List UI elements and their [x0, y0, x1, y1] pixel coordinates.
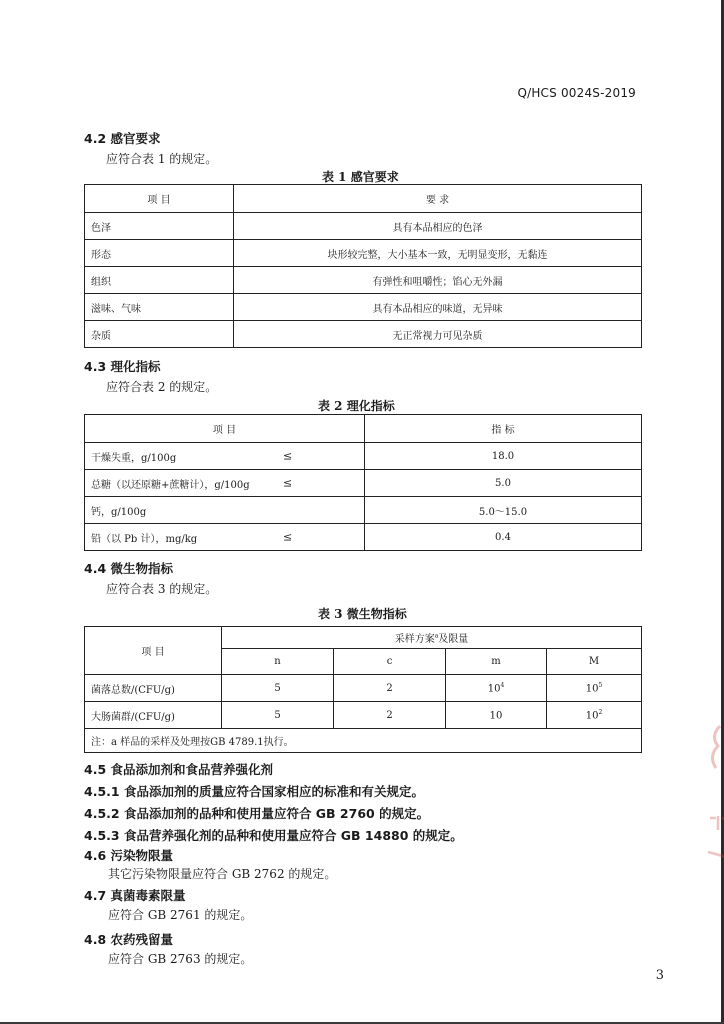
plan-label: 采样方案	[394, 634, 435, 645]
table-row: 杂质	[85, 321, 234, 348]
table-1	[84, 184, 642, 348]
table-row: 形态	[85, 240, 234, 267]
section-4-6-text: 其它污染物限量应符合 GB 2762 的规定。	[108, 867, 337, 881]
table-row	[85, 524, 365, 551]
table-3-header-item: 项 目	[85, 627, 222, 675]
table-2-header-value: 指 标	[365, 415, 642, 443]
table-row: 色泽	[85, 213, 234, 240]
value: 10	[585, 683, 599, 695]
plan-footnote-mark: a	[434, 632, 439, 640]
table-row: 组织	[85, 267, 234, 294]
item-label: 钙，g/100g	[91, 506, 147, 518]
table-row: 滋味、气味	[85, 294, 234, 321]
table-row	[85, 497, 365, 524]
seal-stamp-fragment-lower	[704, 808, 724, 864]
section-4-2-text: 应符合表 1 的规定。	[106, 152, 218, 166]
le-sign: ≤	[283, 449, 293, 463]
table-3-header-plan	[222, 627, 642, 649]
value: 10	[487, 683, 501, 695]
table-cell	[446, 702, 547, 729]
section-4-7-heading: 4.7 真菌毒素限量	[84, 888, 186, 903]
item-label: 总糖（以还原糖+蔗糖计），g/100g	[91, 479, 250, 491]
item-label: 铅（以 Pb 计），mg/kg	[91, 533, 198, 545]
section-4-5-3: 4.5.3 食品营养强化剂的品种和使用量应符合 GB 14880 的规定。	[84, 828, 463, 843]
table-cell: 具有本品相应的味道，无异味	[234, 294, 642, 321]
table-3-sub-n: n	[222, 649, 334, 675]
table-cell	[547, 675, 642, 702]
table-cell: 无正常视力可见杂质	[234, 321, 642, 348]
section-4-7-text: 应符合 GB 2761 的规定。	[108, 908, 253, 922]
le-sign: ≤	[283, 530, 293, 544]
table-row: 大肠菌群/(CFU/g)	[85, 702, 222, 729]
standard-number: Q/HCS 0024S-2019	[517, 86, 636, 100]
plan-label-tail: 及限量	[438, 634, 469, 645]
table-cell: 5.0～15.0	[365, 497, 642, 524]
table-1-header-item: 项 目	[85, 185, 234, 213]
table-cell: 有弹性和咀嚼性；馅心无外漏	[234, 267, 642, 294]
table-3-sub-M: M	[547, 649, 642, 675]
table-row: 菌落总数/(CFU/g)	[85, 675, 222, 702]
table-2	[84, 414, 642, 551]
table-row	[85, 470, 365, 497]
exponent: 4	[500, 681, 505, 689]
table-cell: 2	[334, 675, 446, 702]
table-2-header-item: 项 目	[85, 415, 365, 443]
section-4-5-1: 4.5.1 食品添加剂的质量应符合国家相应的标准和有关规定。	[84, 784, 424, 799]
table-cell: 具有本品相应的色泽	[234, 213, 642, 240]
section-4-8-text: 应符合 GB 2763 的规定。	[108, 952, 253, 966]
item-label: 干燥失重，g/100g	[91, 452, 177, 464]
table-3-note: 注：a 样品的采样及处理按GB 4789.1执行。	[85, 729, 642, 753]
table-cell	[547, 702, 642, 729]
le-sign: ≤	[283, 476, 293, 490]
section-4-2-heading: 4.2 感官要求	[84, 131, 161, 146]
value: 10	[585, 710, 599, 722]
section-4-3-text: 应符合表 2 的规定。	[106, 380, 218, 394]
table-cell: 5	[222, 702, 334, 729]
table-cell: 18.0	[365, 443, 642, 470]
page-number: 3	[655, 968, 664, 983]
exponent: 2	[598, 708, 603, 716]
table-cell: 2	[334, 702, 446, 729]
table-1-caption: 表 1 感官要求	[322, 170, 399, 184]
exponent: 5	[598, 681, 603, 689]
section-4-5-heading: 4.5 食品添加剂和食品营养强化剂	[84, 762, 273, 777]
table-cell: 5.0	[365, 470, 642, 497]
section-4-5-2: 4.5.2 食品添加剂的品种和使用量应符合 GB 2760 的规定。	[84, 806, 430, 821]
table-3-caption: 表 3 微生物指标	[318, 607, 407, 621]
seal-stamp-fragment-upper	[704, 722, 724, 772]
table-3-sub-m: m	[446, 649, 547, 675]
table-cell: 块形较完整，大小基本一致，无明显变形，无黏连	[234, 240, 642, 267]
value: 10	[489, 710, 503, 722]
section-4-6-heading: 4.6 污染物限量	[84, 848, 173, 863]
table-cell	[446, 675, 547, 702]
section-4-4-text: 应符合表 3 的规定。	[106, 582, 218, 596]
table-1-header-requirement: 要 求	[234, 185, 642, 213]
section-4-8-heading: 4.8 农药残留量	[84, 932, 173, 947]
section-4-3-heading: 4.3 理化指标	[84, 359, 161, 374]
table-3-sub-c: c	[334, 649, 446, 675]
table-row	[85, 443, 365, 470]
table-3	[84, 626, 642, 753]
table-cell: 0.4	[365, 524, 642, 551]
section-4-4-heading: 4.4 微生物指标	[84, 561, 173, 576]
table-2-caption: 表 2 理化指标	[318, 399, 395, 413]
table-cell: 5	[222, 675, 334, 702]
